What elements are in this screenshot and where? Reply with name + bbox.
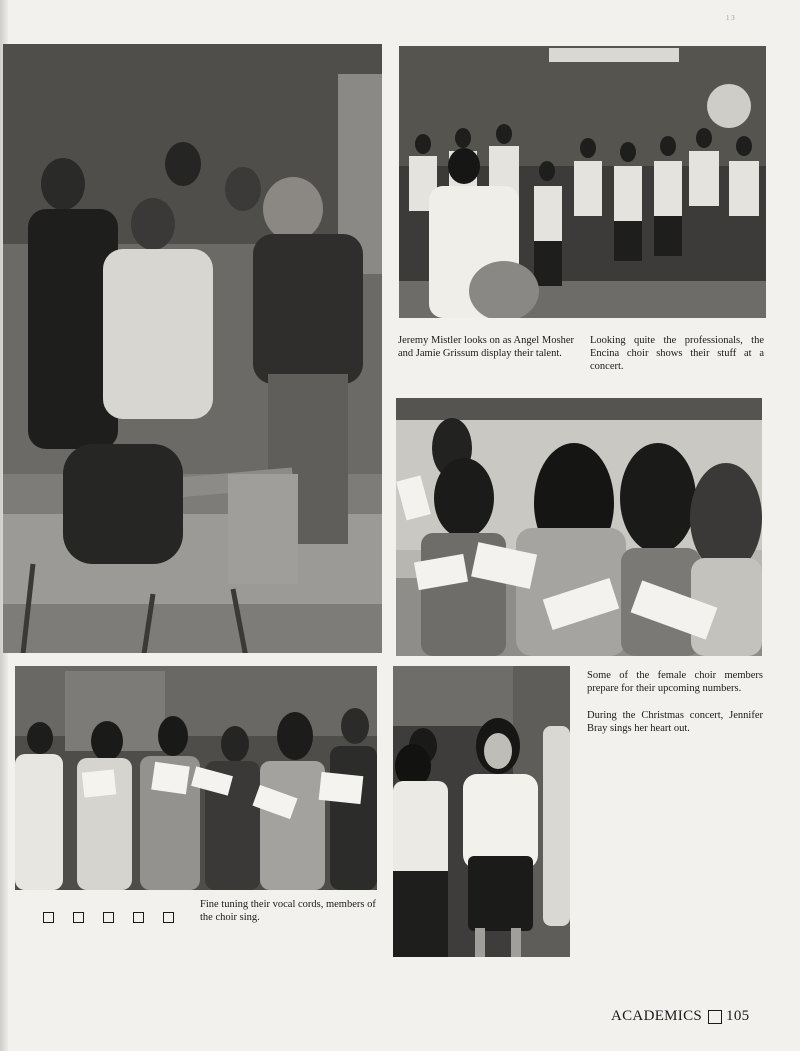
- caption-mistler: Jeremy Mistler looks on as Angel Mosher and Jamie Grissum display their talent.: [398, 335, 574, 359]
- corner-mark: 1 3: [726, 14, 735, 22]
- square-icon: [103, 912, 114, 923]
- section-label: ACADEMICS: [611, 1008, 703, 1024]
- caption-female: Some of the female choir members prepare for their upcoming numbers.: [587, 670, 763, 694]
- caption-tuning: Fine tuning their vocal cords, members of the choir sing.: [200, 899, 376, 923]
- middle-right-photo: [396, 398, 762, 656]
- square-icon: [163, 912, 174, 923]
- top-right-photo: [399, 46, 766, 318]
- page-number: 105: [726, 1008, 750, 1024]
- decorative-boxes: [43, 908, 193, 926]
- caption-encina: Looking quite the professionals, the Encina choir shows their stuff at a concert.: [590, 335, 764, 372]
- square-icon: [43, 912, 54, 923]
- square-icon: [73, 912, 84, 923]
- square-icon: [708, 1010, 722, 1024]
- page-footer: [611, 1008, 749, 1025]
- large-left-photo: [3, 44, 382, 653]
- bottom-middle-photo: [393, 666, 570, 957]
- square-icon: [133, 912, 144, 923]
- bottom-left-photo: [15, 666, 377, 890]
- caption-christmas: During the Christmas concert, Jennifer Bray sings her heart out.: [587, 710, 763, 734]
